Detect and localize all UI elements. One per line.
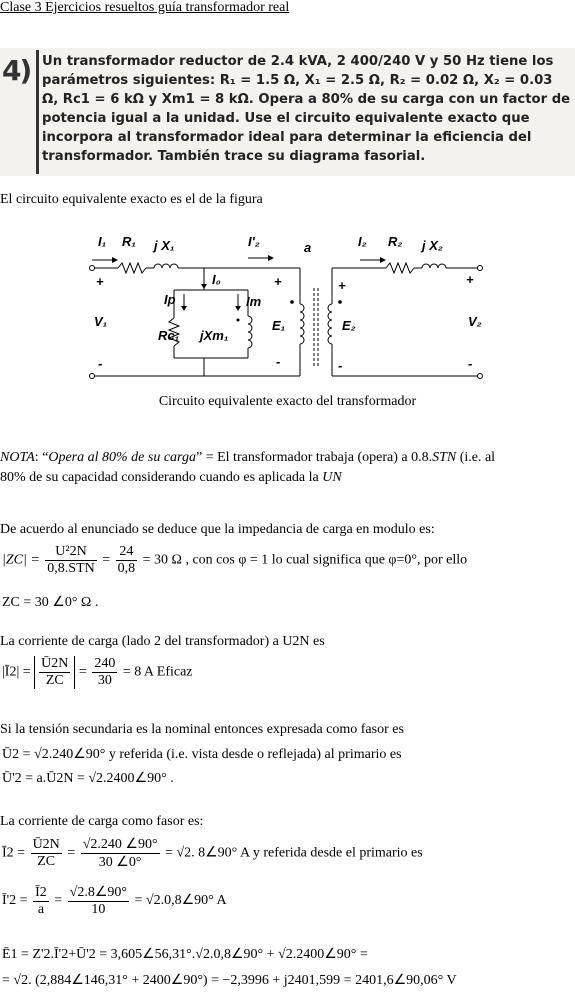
nota-label: NOTA <box>0 450 35 465</box>
zc-polar: ZC = 30 ∠0° Ω . <box>2 595 99 610</box>
circuit-caption: Circuito equivalente exacto del transformador <box>158 394 417 409</box>
current-lhs: |Ī2| = <box>2 664 31 680</box>
phasor-l2-d2: 10 <box>91 902 106 917</box>
plus-left: + <box>96 274 104 289</box>
phasor-l1-res: = √2. 8∠90° A y referida desde el primario es <box>165 845 423 861</box>
phasor-line1: Ī2 = $\frac{Ū2N}{ZC}$ = $\frac{√2.240 \angle 90^\circ}{30 \angle 0^\circ}$ = √2. 8∠90° A y referida desde el primario es <box>2 837 423 870</box>
current-result: = 8 A Eficaz <box>122 664 193 680</box>
minus-e2: - <box>338 358 343 373</box>
label-jx1: j X₁ <box>154 238 175 253</box>
nota-text2: (i.e. al <box>456 450 496 465</box>
phasor-l2-res: = √2.0,8∠90° A <box>134 893 227 909</box>
label-rc1: Rc₁ <box>158 328 180 343</box>
problem-bar <box>36 50 39 174</box>
label-i2-prime: I'₂ <box>248 234 260 249</box>
label-a: a <box>304 240 312 255</box>
current-equation: |Ī2| = $\frac{Ū2N}{ZC}$ = $\frac{240}{30}$ = 8 A Eficaz <box>2 656 193 688</box>
phasor-l1-d1: ZC <box>37 854 56 869</box>
nota-un: UN <box>322 470 342 485</box>
problem-text: Un transformador reductor de 2.4 kVA, 2 400/240 V y 50 Hz tiene los parámetros siguientes: R₁ = 1.5 Ω, X₁ = 2.5 Ω, R₂ = 0.02 Ω, X₂ = 0.03 Ω, Rc1 = 6 kΩ y Xm1 = 8 kΩ. Opera a 80% de su carga con un factor de potencia igual a la unidad. Use el circuito equivalente exacto que incorpora al transformador ideal para determinar la eficiencia del transformador. También trace su diagrama fasorial. <box>42 54 571 164</box>
page-header: Clase 3 Ejercicios resueltos guía transformador real <box>0 0 290 15</box>
circuit-diagram <box>88 228 500 388</box>
zc-den1: 0,8.STN <box>47 561 95 576</box>
current-den2: 30 <box>97 673 112 688</box>
voltage-line3: Ū'2 = a.Ū2N = √2.2400∠90° . <box>2 771 174 786</box>
e1-line2: = √2. (2,884∠146,31° + 2400∠90°) = −2,3996 + j2401,599 = 2401,6∠90,06° V <box>2 973 457 988</box>
phasor-l1-d2: 30 ∠0° <box>98 855 142 870</box>
intro-text: El circuito equivalente exacto es el de la figura <box>0 192 263 207</box>
minus-e1: - <box>276 354 281 369</box>
label-e1: E₁ <box>272 318 286 333</box>
label-jx2: j X₂ <box>422 238 443 253</box>
label-ip: Ip <box>164 292 176 307</box>
nota-quote: Opera al 80% de su carga <box>48 450 196 465</box>
zc-num2: 24 <box>116 544 138 561</box>
nota-line2: 80% de su capacidad considerando cuando es aplicada la <box>0 470 323 485</box>
phasor-l2-lhs: Ī'2 = <box>2 893 28 909</box>
voltage-line2: Ū2 = √2.240∠90° y referida (i.e. vista desde o reflejada) al primario es <box>2 747 402 762</box>
phasor-l1-n2: √2.240 ∠90° <box>82 837 158 852</box>
label-v1: V₁ <box>94 314 108 329</box>
plus-right: + <box>466 272 474 287</box>
label-r1: R₁ <box>122 234 136 249</box>
minus-left: - <box>98 356 103 371</box>
label-im: Im <box>246 294 262 309</box>
label-r2: R₂ <box>388 234 403 249</box>
impedance-intro: De acuerdo al enunciado se deduce que la impedancia de carga en modulo es: <box>0 522 435 537</box>
phasor-l2-n1: Ī2 <box>35 884 47 900</box>
current-num1: Ū2N <box>41 656 69 671</box>
zc-num1: U²2N <box>45 544 96 561</box>
label-i2: I₂ <box>358 234 367 249</box>
label-io: I₀ <box>212 272 221 287</box>
nota-paragraph: NOTA: “Opera al 80% de su carga” = El transformador trabaja (opera) a 0.8.STN (i.e. al 80% de su capacidad considerando cuando es aplicada la UN <box>0 450 496 485</box>
nota-stn: STN <box>432 450 457 465</box>
phasor-l2-d1: a <box>37 901 45 917</box>
phasor-line2: Ī'2 = $\frac{Ī2}{a}$ = $\frac{√2.8\angle 90^\circ}{10}$ = √2.0,8∠90° A <box>2 884 227 917</box>
nota-text1: = El transformador trabaja (opera) a 0.8. <box>202 450 433 465</box>
phasor-intro: La corriente de carga como fasor es: <box>0 814 204 829</box>
current-den1: ZC <box>45 673 64 688</box>
plus-e2: + <box>338 278 346 293</box>
problem-statement-image <box>0 48 575 176</box>
zc-result: = 30 Ω , con cos φ = 1 lo cual significa que φ=0°, por ello <box>142 552 468 568</box>
label-e2: E₂ <box>342 318 356 333</box>
phasor-l2-n2: √2.8∠90° <box>69 885 128 900</box>
voltage-line1: Si la tensión secundaria es la nominal entonces expresada como fasor es <box>0 722 404 737</box>
phasor-l1-n1: Ū2N <box>32 837 60 852</box>
minus-right: - <box>468 356 473 371</box>
label-v2: V₂ <box>468 314 482 329</box>
zc-den2: 0,8 <box>117 561 136 576</box>
impedance-equation: |ZC| = $\frac{\text{U²2N}}{\text{0,8.STN}}$ = $\frac{24}{0,8}$ = 30 Ω , con cos φ = 1 lo cual significa que φ=0°, por ello <box>2 544 468 576</box>
e1-line1: Ē1 = Z'2.Ī'2+Ū'2 = 3,605∠56,31°.√2.0,8∠90° + √2.2400∠90° = <box>2 947 368 962</box>
current-intro: La corriente de carga (lado 2 del transformador) a U2N es <box>0 634 325 649</box>
problem-number: 4) <box>2 54 31 87</box>
label-jxm1: jXm₁ <box>200 328 229 343</box>
current-num2: 240 <box>94 656 116 671</box>
zc-label: |ZC| = <box>2 552 40 568</box>
phasor-l1-lhs: Ī2 = <box>2 845 26 861</box>
label-i1: I₁ <box>98 234 107 249</box>
plus-e1: + <box>274 274 282 289</box>
